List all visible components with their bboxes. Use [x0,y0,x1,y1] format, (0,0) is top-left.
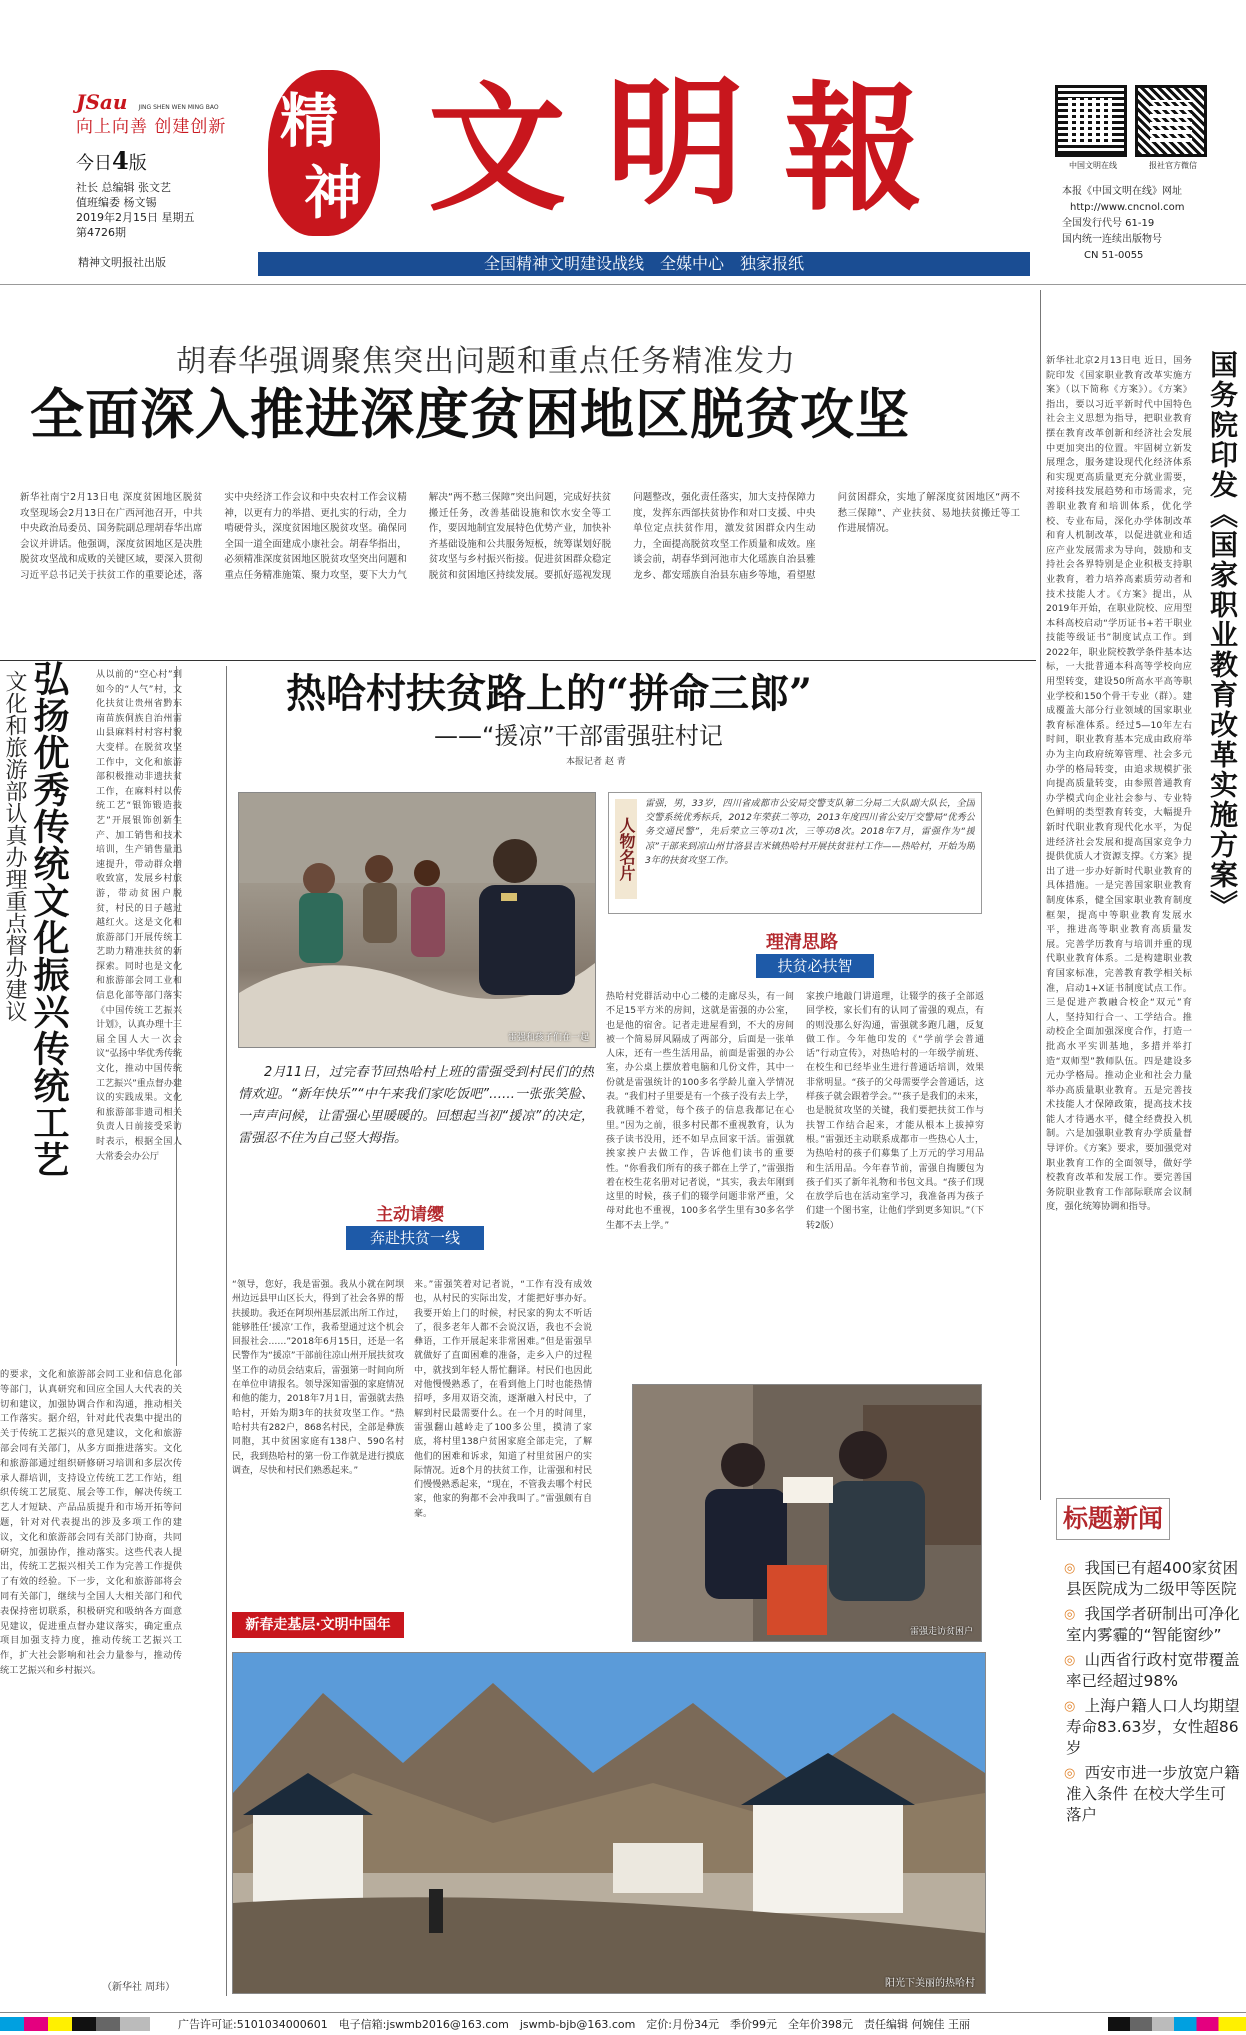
section-1-sub: 奔赴扶贫一线 [346,1226,484,1250]
info-line-1: 本报《中国文明在线》网址 [1062,186,1182,197]
profile-label: 人物名片 [615,799,637,899]
center-col-c: 热哈村党群活动中心二楼的走廊尽头，有一间不足15平方米的房间，这就是雷强的办公室，也是他的宿舍。记者走进屋看到，不大的房间被一个简易屏风隔成了两部分，后面是一张单人床，还有一些生活用品，前面是雷强的办公室，办公桌上摆放着电脑和几份文件，其中一份就是雷强统计的100多名学龄儿童入学情况表。“我们村子里要是有一个孩子没有去上学，我就睡不着觉，每个孩子的信息我都记在心里。”因为之前，很多村民都不重视教育，认为孩子读书没用，还不如早点回家干活。雷强就挨家挨户去做工作，告诉他们读书的重要性。“你看我们所有的孩子都在上学了，”雷强指着在校生花名册对记者说，“其实，我去年刚到这里的时候，孩子们的辍学问题非常严重，父母对此也不重视，100多名学生里有30多名学生都不去上学。” [606,992,794,1231]
brief-item[interactable]: ◎ 我国已有超400家贫困县医院成为二级甲等医院 [1064,1559,1239,1598]
logo-char-wen: 文 [428,67,567,230]
masthead-navbar [258,252,1030,276]
info-line-4: 国内统一连续出版物号 [1062,234,1162,245]
footer-text: 广告许可证:5101034000601 电子信箱:jswmb2016@163.com jswmb-bjb@163.com 定价:月份34元 季价99元 全年价398元 责任编辑 何婉佳 王丽 [178,2018,970,2031]
editor-chief: 社长 总编辑 张文艺 [76,181,171,194]
center-col-b: 来。”雷强笑着对记者说，“工作有没有成效也，从村民的实际出发，才能把好事办好。我要开始上门的时候，村民家的狗太不听话了，很多老年人都不会说汉语，我也不会说彝语，工作开展起来非常困难。”但是雷强早就做好了直面困难的准备，走乡入户的过程中，就找到年轻人帮忙翻译。村民们也因此对他慢慢熟悉了，在看到他上门时也能热情招呼，多用双语交流，逐渐融入村民中，了解到村民最需要什么。在一个月的时间里，雷强翻山越岭走了100多公里，摸清了家底，将村里138户贫困家庭全部走完，了解他们的困难和诉求，知道了村里贫困户的实际情况。近8个月的扶贫工作，让雷强和村民们慢慢熟悉起来，“现在，不管我去哪个村民家，他家的狗都不会冲我叫了。”雷强颇有自豪。 [414,1280,592,1519]
brand-mark-icon: JSau [76,90,128,114]
briefs-box [1056,1498,1242,1976]
column-banner: 新春走基层·文明中国年 [232,1612,404,1638]
bullet-ring-icon: ◎ [1064,1699,1076,1714]
masthead-slogan: 向上向善 创建创新 [76,117,227,137]
logo-char-bao: 報 [784,67,923,230]
profile-box [608,792,982,914]
editor-duty: 值班编委 杨文锡 [76,196,157,209]
navbar-text: 全国精神文明建设战线 全媒中心 独家报纸 [483,254,804,273]
right-story-headline: 国务院印发《国家职业教育改革实施方案》 [1206,350,1239,920]
publisher: 精神文明报社出版 [78,256,166,269]
center-left-rule [226,666,227,1996]
lead-kicker: 胡春华强调聚焦突出问题和重点任务精准发力 [176,344,796,379]
footer-bar [0,2012,1246,2035]
profile-text: 雷强，男，33岁，四川省成都市公安局交警支队第二分局二大队副大队长，全国交警系统优秀标兵，2012年荣获二等功，2013年度四川省公安厅交警局“优秀公务交通民警”，先后荣立三等功1次，三等功8次。2018年7月，雷强作为“援凉”干部来到凉山州甘洛县吉米镇热哈村开展扶贫驻村工作——热哈村，开始为期3年的扶贫攻坚工作。 [645,798,975,866]
lead-bottom-rule [0,660,1036,661]
left-story-byline: （新华社 周玮） [102,1982,176,1993]
masthead-brand-mark [76,90,226,114]
center-col-a: “领导，您好，我是雷强。我从小就在阿坝州边远县甲山区长大，得到了社会各界的帮扶援助。我还在阿坝州基层派出所工作过，能够胜任‘援凉’工作，我希望通过这个机会回报社会……”2018年6月15日，还是一名民警作为“援凉”干部前往凉山州开展扶贫攻坚工作的动员会结束后，雷强第一时间向所在单位申请报名。领导深知雷强的家庭情况和他的能力，2018年7月1日，雷强就去热哈村，开始为期3年的扶贫攻坚工作。“热哈村共有282户，868名村民，全部是彝族同胞，其中贫困家庭有138户、590名村民，我到热哈村的第一份工作就是进行摸底调查，尽快和村民们熟悉起来。” [232,1280,404,1476]
photo-1-caption: 雷强和孩子们在一起 [507,1033,589,1043]
center-byline: 本报记者 赵 青 [566,757,626,767]
footer-color-bar-left [0,2017,150,2031]
issue-number: 第4726期 [76,226,126,239]
left-story-headline: 弘扬优秀传统文化振兴传统工艺 [28,660,70,1178]
qr-code-2-caption: 报社官方微信 [1149,161,1197,170]
center-headline: 热哈村扶贫路上的“拼命三郎” [286,670,813,717]
info-line-2[interactable]: http://www.cncnol.com [1070,202,1185,213]
photo-village-panorama [232,1652,986,1994]
section-2-title: 理清思路 [766,932,838,953]
photo-3-caption: 阳光下美丽的热哈村 [885,1978,975,1989]
left-story-body-top: 从以前的“空心村”到如今的“人气”村，文化扶贫让贵州省黔东南苗族侗族自治州雷山县麻料村村容村貌大变样。在脱贫攻坚工作中，文化和旅游部积极推动非遗扶贫工作，在麻料村以传统工艺“银饰锻造技艺”开展银饰创新生产、加工销售和技术培训，生产销售量迅速提升，带动群众增收致富，发展乡村旅游，带动贫困户脱贫，村民的日子越过越红火。这是文化和旅游部门开展传统工艺助力精准扶贫的新探索。同时也是文化和旅游部会同工业和信息化部等部门落实《中国传统工艺振兴计划》，认真办理十三届全国人大一次会议“弘扬中华优秀传统文化，推动中国传统工艺振兴”重点督办建议的实践成果。文化和旅游部非遗司相关负责人日前接受采访时表示，根据全国人大常委会办公厅 [96,670,182,1162]
masthead-rule [0,284,1246,285]
right-story-body: 新华社北京2月13日电 近日，国务院印发《国家职业教育改革实施方案》（以下简称《方案》）。《方案》指出，要以习近平新时代中国特色社会主义思想为指导，把职业教育摆在教育改革创新和经济社会发展中更加突出的位置。牢固树立新发展理念，服务建设现代化经济体系和实现更高质量更充分就业需要，对接科技发展趋势和市场需求，完善职业教育和培训体系，优化学校、专业布局，深化办学体制改革和育人机制改革，以促进就业和适应产业发展需求为导向，鼓励和支持社会各界特别是企业积极支持职业教育，着力培养高素质劳动者和技术技能人才。《方案》提出，从2019年开始，在职业院校、应用型本科高校启动“学历证书+若干职业技能等级证书”制度试点工作。到2022年，职业院校教学条件基本达标，一大批普通本科高等学校向应用型转变，建设50所高水平高等职业学校和150个骨干专业（群）。建成覆盖大部分行业领域的国家职业教育标准体系。经过5—10年左右时间，职业教育基本完成由政府举办为主向政府统筹管理、社会多元办学的格局转变，由追求规模扩张向提高质量转变，由参照普通教育办学模式向企业社会参与、专业特色鲜明的类型教育转变，大幅提升新时代职业教育现代化水平，为促进经济社会发展和提高国家竞争力提供优质人才资源支撑。《方案》提出了进一步办好新时代职业教育的具体措施。一是完善国家职业教育制度体系，健全国家职业教育制度框架，提高中等职业教育发展水平，推进高等职业教育高质量发展。完善学历教育与培训并重的现代职业教育体系。二是构建职业教育国家标准，完善教育教学相关标准，启动1+X证书制度试点工作。三是促进产教融合校企“双元”育人，坚持知行合一、工学结合。推动校企全面加强深度合作，打造一批高水平实训基地，多措并举打造“双师型”教师队伍。四是建设多元办学格局。推动企业和社会力量举办高质量职业教育。五是完善技术技能人才保障政策，提高技术技能人才待遇水平，健全经费投入机制。六是加强职业教育办学质量督导评价。《方案》要求，要加强党对职业教育工作的全面领导，做好学校教育改革和发展工作。要完善国务院职业教育工作部际联席会议制度，强化统筹协调和指导。 [1046,355,1192,1213]
section-1-title: 主动请缨 [376,1205,444,1225]
qr-code-1-caption: 中国文明在线 [1069,161,1117,170]
masthead-credits [76,180,195,240]
logo-char-ming: 明 [606,61,745,224]
logo-char-shen: 神 [304,159,363,227]
left-story-subhead: 文化和旅游部认真办理重点督办建议 [2,670,27,1022]
brief-item[interactable]: ◎ 西安市进一步放宽户籍准入条件 在校大学生可落户 [1064,1764,1240,1824]
masthead [0,0,1246,280]
center-col-d: 家挨户地敲门讲道理，让辍学的孩子全部返回学校，家长们有的认同了雷强的观点，有的则没那么好沟通，雷强就多跑几趟，反复做工作。今年他印发的《“学前学会普通话”行动宣传》，对热哈村的一年级学前班、在校生和已经毕业生进行普通话培训，效果非常明显。“孩子的父母需要学会普通话，这样孩子就会跟着学会。”“孩子是我们的未来，也是脱贫攻坚的关键，我们要把扶贫工作与扶智工作结合起来，才能从根本上拔掉穷根。”雷强还主动联系成都市一些热心人士，为热哈村的孩子们募集了上万元的学习用品和生活用品。今年春节前，雷强自掏腰包为孩子们买了新年礼物和书包文具。“孩子们现在放学后也在活动室学习，我准备再为孩子们建一个图书室，让他们学到更多知识。”（下转2版） [806,992,984,1231]
brief-item[interactable]: ◎ 上海户籍人口人均期望寿命83.63岁，女性超86岁 [1064,1697,1240,1757]
footer-color-bar-right [1108,2017,1246,2031]
photo-villager-children [238,792,596,1048]
center-subhead: ——“援凉”干部雷强驻村记 [434,722,723,750]
section-2-sub: 扶贫必扶智 [756,954,874,978]
briefs-title: 标题新闻 [1056,1498,1170,1540]
right-column-rule [1040,290,1041,1500]
bullet-ring-icon: ◎ [1064,1766,1076,1781]
info-line-3: 全国发行代号 61-19 [1062,218,1155,229]
photo-home-visit [632,1384,982,1642]
brief-item[interactable]: ◎ 山西省行政村宽带覆盖率已经超过98% [1064,1651,1240,1690]
bullet-ring-icon: ◎ [1064,1607,1076,1622]
brand-pinyin: JING SHEN WEN MING BAO [138,104,219,111]
lead-headline: 全面深入推进深度贫困地区脱贫攻坚 [30,383,910,446]
masthead-info [1062,184,1185,264]
photo-2-caption: 雷强走访贫困户 [909,1627,973,1637]
bullet-ring-icon: ◎ [1064,1653,1076,1668]
briefs-list [1066,1558,1240,1830]
logo-char-jing: 精 [280,87,339,155]
issue-date: 2019年2月15日 星期五 [76,211,195,224]
qr-code-2[interactable] [1138,88,1204,154]
bullet-ring-icon: ◎ [1064,1561,1076,1576]
center-lead-quote: 2月11日，过完春节回热哈村上班的雷强受到村民们的热情欢迎。“新年快乐”“中午来我们家吃饭吧”……一张张笑脸、一声声问候，让雷强心里暖暖的。回想起当初“援凉”的决定，雷强忍不住为自己竖大拇指。 [238,1065,594,1146]
left-story-body-bottom: 的要求，文化和旅游部会同工业和信息化部等部门，认真研究和回应全国人大代表的关切和建议，加强协调合作和沟通，推动相关工作落实。据介绍，针对此代表集中提出的关于传统工艺振兴的意见建议，文化和旅游部会同有关部门，从多方面推进落实。文化和旅游部通过组织研修研习培训和多层次传承人群培训，支持设立传统工艺工作站，组织传统工艺展览、展会等工作，解决传统工艺人才短缺、产品品质提升和市场开拓等问题，针对对代表提出的涉及多项工作的建议，文化和旅游部会同有关部门协商，共同研究，加强协作，推动落实。这些代表人提出，传统工艺振兴相关工作为完善工作提供了有效的经验。下一步，文化和旅游部将会同有关部门，继续与全国人大相关部门和代表保持密切联系，积极研究和吸纳各方面意见建议，促进重点督办建议落实，确定重点项目加强支持力度，推动传统工艺振兴工作，扩大社会影响和社会力量参与，推动传统工艺振兴和乡村振兴。 [0,1369,182,1676]
brief-item[interactable]: ◎ 我国学者研制出可净化室内雾霾的“智能窗纱” [1064,1605,1240,1644]
newspaper-logo [268,61,968,246]
qr-code-1[interactable] [1058,88,1124,154]
lead-body: 新华社南宁2月13日电 深度贫困地区脱贫攻坚现场会2月13日在广西河池召开，中共中央政治局委员、国务院副总理胡春华出席会议并讲话。他强调，深度贫困地区是决胜脱贫攻坚战和成败的关键区域，要深入贯彻习近平总书记关于扶贫工作的重要论述，落实中央经济工作会议和中央农村工作会议精神，以更有力的举措、更扎实的行动，全力啃硬骨头，深度贫困地区脱贫攻坚。确保同全国一道全面建成小康社会。胡春华指出，必须精准深度贫困地区脱贫攻坚突出问题和重点任务精准施策、聚力攻坚，要下大力气解决“两不愁三保障”突出问题，完成好扶贫搬迁任务，改善基础设施和饮水安全等工作，要因地制宜发展特色优势产业，加快补齐基础设施和公共服务短板，统筹谋划好脱贫攻坚与乡村振兴衔接。促进贫困群众稳定脱贫和贫困地区持续发展。要抓好巡视发现问题整改，强化责任落实，加大支持保障力度，发挥东西部扶贫协作和对口支援、中央单位定点扶贫作用，激发贫困群众内生动力，全面提高脱贫攻坚工作质量和成效。座谈会前，胡春华到河池市大化瑶族自治县雅龙乡、都安瑶族自治县东庙乡等地，看望慰问贫困群众，实地了解深度贫困地区“两不愁三保障”、产业扶贫、易地扶贫搬迁等工作进展情况。 [20,492,1020,581]
today-pages: 今日4版 [76,146,147,175]
info-line-5: CN 51-0055 [1084,250,1144,261]
